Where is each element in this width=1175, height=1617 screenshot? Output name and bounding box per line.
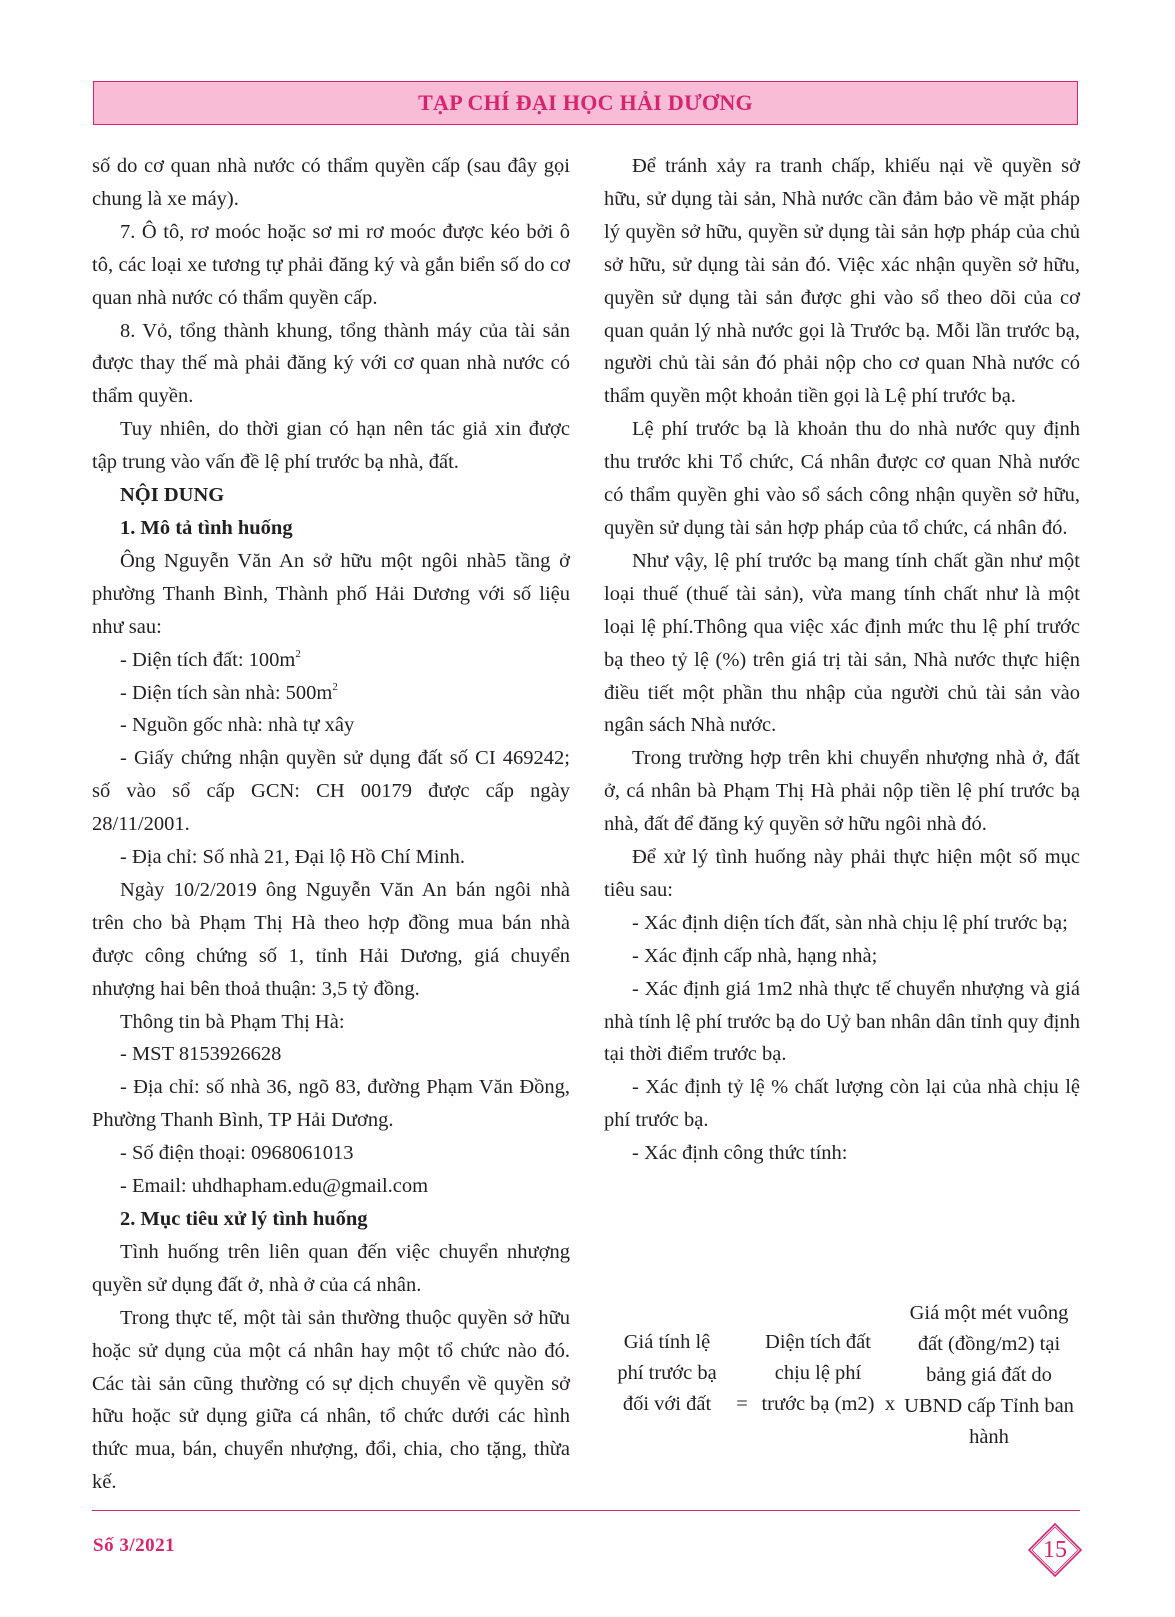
list-item: - Địa chỉ: Số nhà 21, Đại lộ Hồ Chí Minh. xyxy=(120,846,466,869)
list-item: - Giấy chứng nhận quyền sử dụng đất số CI 469242; số vào sổ cấp GCN: CH 00179 được cấp ngày 28/11/2001. xyxy=(92,747,570,836)
list-item: - Số điện thoại: 0968061013 xyxy=(120,1142,354,1165)
section-heading-2: 2. Mục tiêu xử lý tình huống xyxy=(120,1208,368,1230)
paragraph: Trong trường hợp trên khi chuyển nhượng nhà ở, đất ở, cá nhân bà Phạm Thị Hà phải nộp tiền lệ phí trước bạ nhà, đất để đăng ký quyền sở hữu ngôi nhà đó. xyxy=(604,747,1080,836)
formula-equals: = xyxy=(736,1393,748,1415)
paragraph: Như vậy, lệ phí trước bạ mang tính chất gần như một loại thuế (thuế tài sản), vừa mang tính chất như là một loại lệ phí.Thông qua việc xác định mức thu lệ phí trước bạ theo tỷ lệ (%) trên giá trị tài sản, Nhà nước thực hiện điều tiết một phần thu nhập của người chủ tài sản vào ngân sách Nhà nước. xyxy=(604,549,1080,737)
formula-term-area: Diện tích đất chịu lệ phí trước bạ (m2) xyxy=(761,1331,875,1415)
left-column xyxy=(92,150,570,1499)
list-item-floor-area xyxy=(92,677,570,710)
superscript: 2 xyxy=(295,647,301,660)
list-item: - Email: uhdhapham.edu@gmail.com xyxy=(120,1175,429,1198)
page-number: 15 xyxy=(1043,1536,1067,1563)
paragraph: 7. Ô tô, rơ moóc hoặc sơ mi rơ moóc được kéo bởi ô tô, các loại xe tương tự phải đăng ký và gắn biển số do cơ quan nhà nước có thẩm quyền cấp. xyxy=(92,220,570,309)
section-heading-1: 1. Mô tả tình huống xyxy=(120,516,293,539)
floor-area-text: - Diện tích sàn nhà: 500m xyxy=(120,681,333,704)
paragraph: Lệ phí trước bạ là khoản thu do nhà nước quy định thu trước khi Tổ chức, Cá nhân được cơ quan Nhà nước có thẩm quyền ghi vào sổ sách công nhận quyền sở hữu, quyền sử dụng tài sản hợp pháp của tổ chức, cá nhân đó. xyxy=(604,418,1080,539)
paragraph: Trong thực tế, một tài sản thường thuộc quyền sở hữu hoặc sử dụng của một cá nhân hay một tổ chức nào đó. Các tài sản cũng thường có sự dịch chuyển về quyền sở hữu hoặc sử dụng giữa cá nhân, tổ chức dưới các hình thức mua, bán, chuyển nhượng, đổi, chia, cho tặng, thừa kế. xyxy=(92,1306,570,1494)
list-item: - Xác định công thức tính: xyxy=(632,1142,848,1165)
formula-times: x xyxy=(884,1393,896,1415)
superscript: 2 xyxy=(332,680,338,693)
journal-header xyxy=(93,81,1078,125)
journal-title: TẠP CHÍ ĐẠI HỌC HẢI DƯƠNG xyxy=(418,90,753,115)
paragraph: Để tránh xảy ra tranh chấp, khiếu nại về quyền sở hữu, sử dụng tài sản, Nhà nước cần đảm bảo về mặt pháp lý quyền sở hữu, quyền sử dụng tài sản hợp pháp của chủ sở hữu, sử dụng tài sản đó. Việc xác nhận quyền sở hữu, quyền sử dụng tài sản được ghi vào sổ theo dõi của cơ quan quản lý nhà nước gọi là Trước bạ. Mỗi lần trước bạ, người chủ tài sản đó phải nộp cho cơ quan Nhà nước có thẩm quyền một khoản tiền gọi là Lệ phí trước bạ. xyxy=(604,155,1080,408)
formula xyxy=(612,1302,1082,1494)
issue-label: Số 3/2021 xyxy=(93,1535,176,1556)
footer-divider xyxy=(92,1510,1080,1511)
list-item: - Xác định cấp nhà, hạng nhà; xyxy=(632,944,878,967)
paragraph: số do cơ quan nhà nước có thẩm quyền cấp (sau đây gọi chung là xe máy). xyxy=(92,155,570,210)
paragraph: 8. Vỏ, tổng thành khung, tổng thành máy của tài sản được thay thế mà phải đăng ký với cơ quan nhà nước có thẩm quyền. xyxy=(92,319,570,408)
paragraph: Thông tin bà Phạm Thị Hà: xyxy=(120,1010,345,1033)
list-item: - Địa chỉ: số nhà 36, ngõ 83, đường Phạm Văn Đồng, Phường Thanh Bình, TP Hải Dương. xyxy=(92,1076,570,1132)
paragraph: Tình huống trên liên quan đến việc chuyển nhượng quyền sử dụng đất ở, nhà ở của cá nhân. xyxy=(92,1240,570,1296)
list-item: - Xác định giá 1m2 nhà thực tế chuyển nhượng và giá nhà tính lệ phí trước bạ do Uỷ ban nhân dân tỉnh quy định tại thời điểm trước bạ. xyxy=(604,977,1080,1066)
land-area-text: - Diện tích đất: 100m xyxy=(120,648,296,671)
list-item: - Xác định tỷ lệ % chất lượng còn lại của nhà chịu lệ phí trước bạ. xyxy=(604,1076,1080,1132)
list-item: - Nguồn gốc nhà: nhà tự xây xyxy=(120,714,355,737)
paragraph: Tuy nhiên, do thời gian có hạn nên tác giả xin được tập trung vào vấn đề lệ phí trước bạ nhà, đất. xyxy=(92,418,570,474)
list-item: - MST 8153926628 xyxy=(120,1043,282,1066)
list-item: - Xác định diện tích đất, sàn nhà chịu lệ phí trước bạ; xyxy=(632,911,1068,934)
formula-lhs: Giá tính lệ phí trước bạ đối với đất xyxy=(617,1331,717,1415)
formula-term-price: Giá một mét vuông đất (đồng/m2) tại bảng giá đất do UBND cấp Tỉnh ban hành xyxy=(904,1302,1074,1448)
section-heading-content: NỘI DUNG xyxy=(120,484,225,507)
paragraph: Ngày 10/2/2019 ông Nguyễn Văn An bán ngôi nhà trên cho bà Phạm Thị Hà theo hợp đồng mua bán nhà được công chứng số 1, tỉnh Hải Dương, giá chuyển nhượng hai bên thoả thuận: 3,5 tỷ đồng. xyxy=(92,878,570,1000)
paragraph: Ông Nguyễn Văn An sở hữu một ngôi nhà5 tầng ở phường Thanh Bình, Thành phố Hải Dương với số liệu như sau: xyxy=(92,549,570,638)
list-item-land-area xyxy=(92,644,570,677)
paragraph: Để xử lý tình huống này phải thực hiện một số mục tiêu sau: xyxy=(604,846,1080,901)
right-column xyxy=(604,150,1080,1170)
